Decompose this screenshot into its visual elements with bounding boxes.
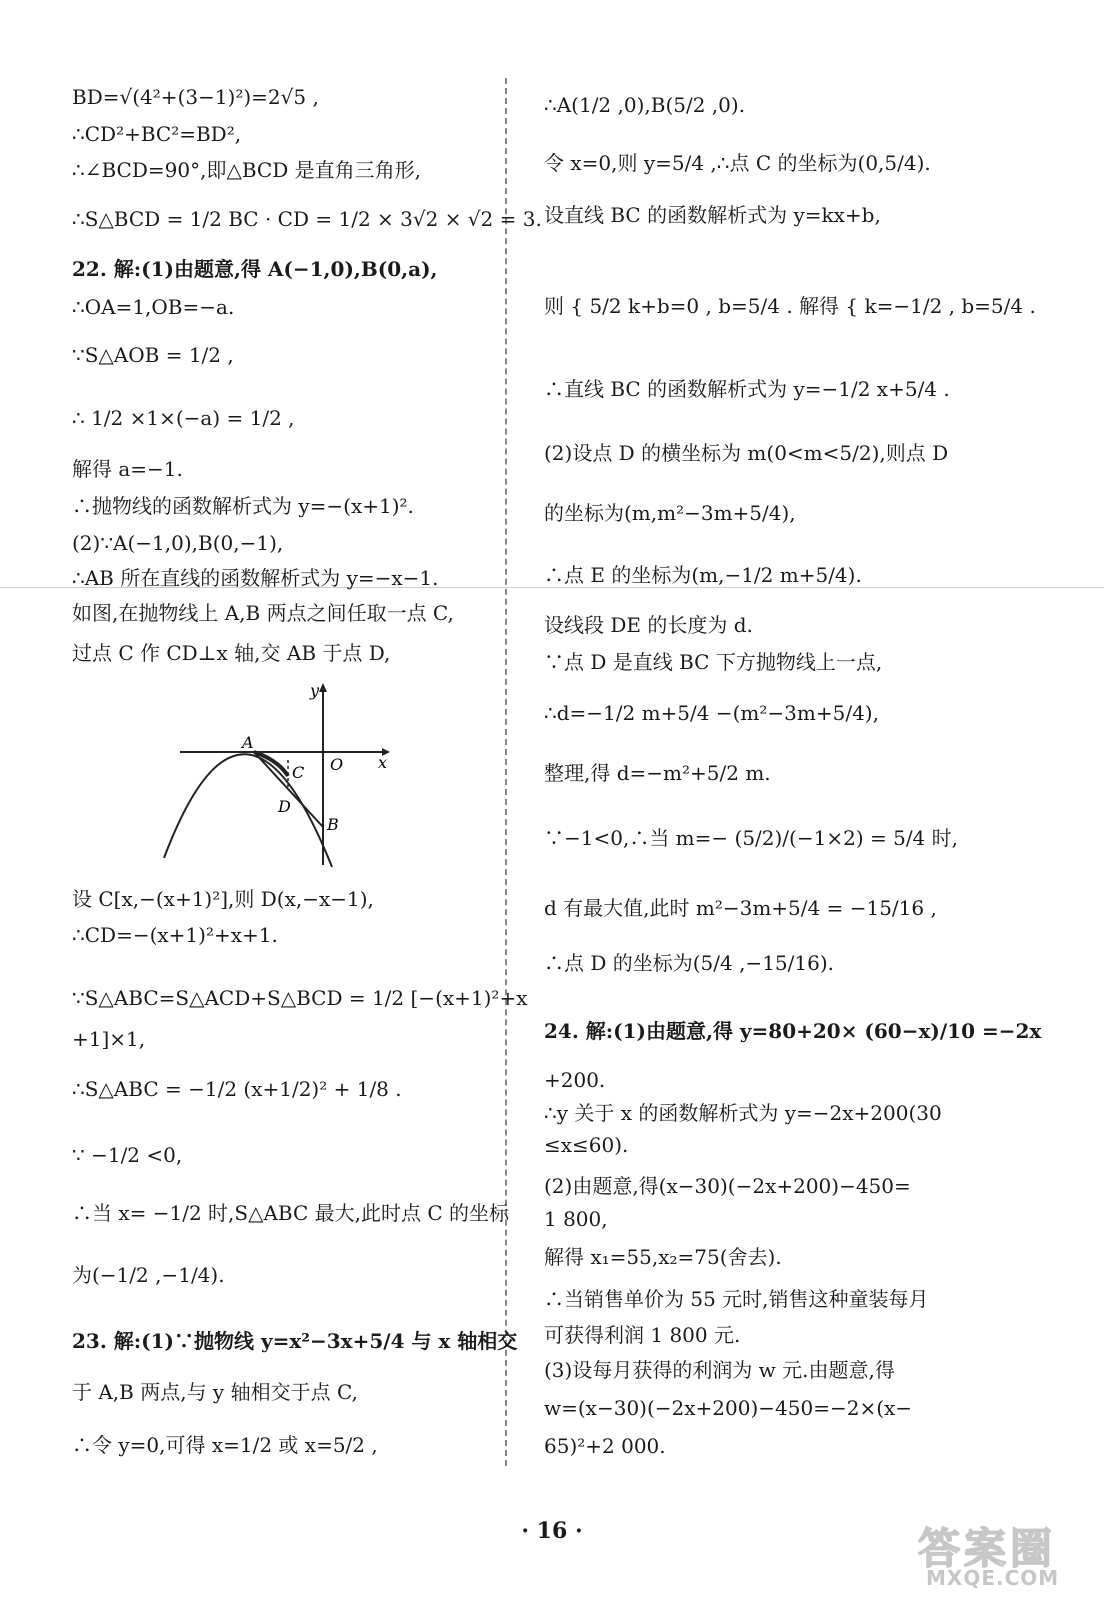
solution-line: 解得 a=−1. [72,457,183,481]
solution-line: w=(x−30)(−2x+200)−450=−2×(x− [544,1396,913,1420]
solution-line: ∴直线 BC 的函数解析式为 y=−1/2 x+5/4 . [544,377,950,401]
solution-line: 于 A,B 两点,与 y 轴相交于点 C, [72,1380,358,1404]
solution-line: 如图,在抛物线上 A,B 两点之间任取一点 C, [72,601,454,625]
solution-line: ∵S△AOB = 1/2 , [72,343,234,367]
solution-line: ∵点 D 是直线 BC 下方抛物线上一点, [544,650,883,674]
solution-line: ∵S△ABC=S△ACD+S△BCD = 1/2 [−(x+1)²+x [72,986,528,1010]
solution-line: 的坐标为(m,m²−3m+5/4), [544,501,796,525]
solution-line: ∴S△BCD = 1/2 BC · CD = 1/2 × 3√2 × √2 = 3. [72,207,542,231]
solution-line: ∵−1<0,∴当 m=− (5/2)/(−1×2) = 5/4 时, [544,826,958,850]
y-axis-arrow [319,683,327,692]
solution-line: BD=√(4²+(3−1)²)=2√5 , [72,85,319,109]
solution-line: (2)设点 D 的横坐标为 m(0<m<5/2),则点 D [544,441,949,465]
solution-line: ∴OA=1,OB=−a. [72,295,235,319]
solution-line: ∴ 1/2 ×1×(−a) = 1/2 , [72,406,295,430]
solution-line: +1]×1, [72,1027,146,1051]
label-o: O [330,755,344,774]
label-x: x [378,753,388,772]
label-b: B [327,815,339,834]
solution-line: 设 C[x,−(x+1)²],则 D(x,−x−1), [72,887,374,911]
solution-line: 则 { 5/2 k+b=0 , b=5/4 . 解得 { k=−1/2 , b=5/4 . [544,294,1036,318]
solution-line: 24. 解:(1)由题意,得 y=80+20× (60−x)/10 =−2x [544,1019,1042,1043]
watermark-logo: 答案圈 [918,1524,1057,1573]
solution-line: (2)∵A(−1,0),B(0,−1), [72,531,284,555]
solution-line: ∵ −1/2 <0, [72,1143,183,1167]
column-divider [505,78,507,1466]
solution-line: ∴y 关于 x 的函数解析式为 y=−2x+200(30 [544,1101,942,1125]
label-c: C [292,763,305,782]
solution-line: (3)设每月获得的利润为 w 元.由题意,得 [544,1358,895,1382]
solution-line: ∴CD=−(x+1)²+x+1. [72,923,278,947]
solution-line: 为(−1/2 ,−1/4). [72,1263,225,1287]
solution-line: ∴点 D 的坐标为(5/4 ,−15/16). [544,951,835,975]
label-a: A [242,733,254,752]
solution-line: 22. 解:(1)由题意,得 A(−1,0),B(0,a), [72,257,438,281]
solution-line: 1 800, [544,1207,608,1231]
solution-line: ∴当 x= −1/2 时,S△ABC 最大,此时点 C 的坐标 [72,1201,510,1225]
watermark-url: MXQE.COM [926,1566,1060,1590]
solution-line: 整理,得 d=−m²+5/2 m. [544,761,771,785]
solution-line: ∴S△ABC = −1/2 (x+1/2)² + 1/8 . [72,1077,402,1101]
solution-line: d 有最大值,此时 m²−3m+5/4 = −15/16 , [544,896,937,920]
solution-line: ∴点 E 的坐标为(m,−1/2 m+5/4). [544,563,862,587]
solution-line: ∴d=−1/2 m+5/4 −(m²−3m+5/4), [544,701,879,725]
page-number: · 16 · [521,1518,583,1544]
solution-line: ∴抛物线的函数解析式为 y=−(x+1)². [72,494,414,518]
solution-line: 设直线 BC 的函数解析式为 y=kx+b, [544,203,881,227]
solution-line: 可获得利润 1 800 元. [544,1323,741,1347]
solution-line: +200. [544,1068,606,1092]
solution-line: 23. 解:(1)∵抛物线 y=x²−3x+5/4 与 x 轴相交 [72,1329,518,1353]
solution-line: 令 x=0,则 y=5/4 ,∴点 C 的坐标为(0,5/4). [544,151,931,175]
solution-line: 设线段 DE 的长度为 d. [544,613,753,637]
solution-line: ∴AB 所在直线的函数解析式为 y=−x−1. [72,566,439,590]
solution-line: ∴CD²+BC²=BD², [72,122,242,146]
solution-line: ∴令 y=0,可得 x=1/2 或 x=5/2 , [72,1433,378,1457]
solution-line: 解得 x₁=55,x₂=75(舍去). [544,1245,782,1269]
solution-line: 过点 C 作 CD⊥x 轴,交 AB 于点 D, [72,641,391,665]
solution-line: ≤x≤60). [544,1133,629,1157]
solution-line: 65)²+2 000. [544,1434,666,1458]
solution-line: (2)由题意,得(x−30)(−2x+200)−450= [544,1174,911,1198]
label-d: D [278,797,291,816]
parabola-figure [160,680,400,870]
solution-line: ∴∠BCD=90°,即△BCD 是直角三角形, [72,158,421,182]
watermark [918,1516,1088,1590]
label-y: y [310,681,320,700]
solution-line: ∴当销售单价为 55 元时,销售这种童装每月 [544,1287,929,1311]
solution-line: ∴A(1/2 ,0),B(5/2 ,0). [544,93,746,117]
